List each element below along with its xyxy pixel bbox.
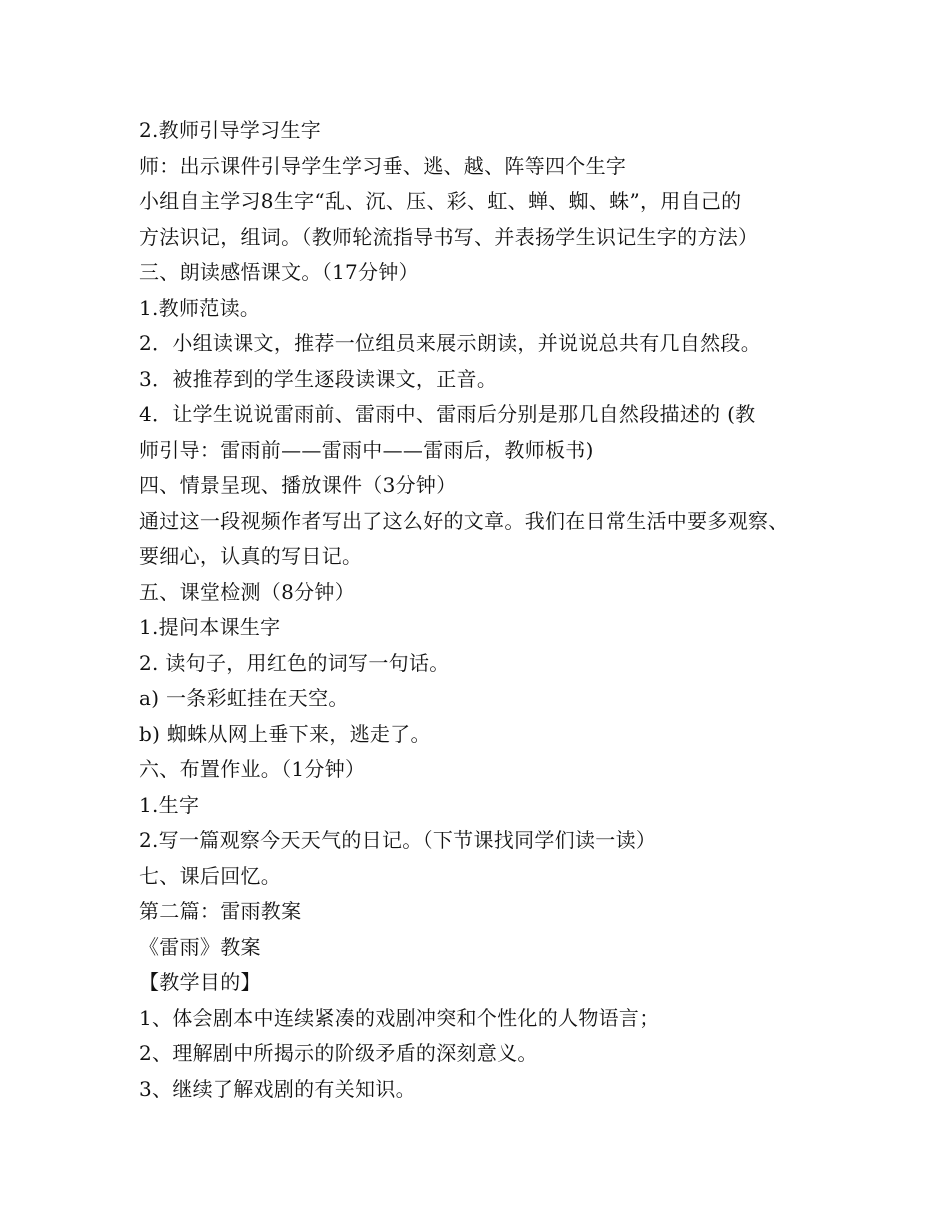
group-study-line-2: 方法识记，组词。（教师轮流指导书写、并表扬学生识记生字的方法） (139, 224, 759, 249)
check-item-2a: a) 一条彩虹挂在天空。 (139, 686, 349, 710)
teaching-goal-2: 2、理解剧中所揭示的阶级矛盾的深刻意义。 (139, 1041, 538, 1065)
group-study-line-1: 小组自主学习8生字“乱、沉、压、彩、虹、蝉、蜘、蛛”，用自己的 (139, 189, 742, 213)
presentation-text-line-2: 要细心，认真的写日记。 (139, 544, 363, 568)
check-item-2b: b) 蜘蛛从网上垂下来，逃走了。 (139, 721, 431, 746)
lesson-plan-title: 《雷雨》教案 (139, 934, 261, 959)
teaching-goals-heading: 【教学目的】 (139, 970, 261, 994)
presentation-text-line-1: 通过这一段视频作者写出了这么好的文章。我们在日常生活中要多观察、 (139, 508, 789, 533)
reading-step-4-line-1: 4．让学生说说雷雨前、雷雨中、雷雨后分别是那几自然段描述的 (教 (139, 402, 756, 426)
section-heading-classroom-check: 五、课堂检测（8分钟） (139, 579, 356, 604)
section-heading-review: 七、课后回忆。 (139, 863, 282, 888)
section-heading-presentation: 四、情景呈现、播放课件（3分钟） (139, 473, 457, 497)
section-heading-homework: 六、布置作业。（1分钟） (139, 757, 366, 781)
reading-step-1: 1.教师范读。 (139, 295, 261, 320)
homework-item-1: 1.生字 (139, 792, 200, 817)
reading-step-3: 3．被推荐到的学生逐段读课文，正音。 (139, 366, 498, 391)
check-item-2: 2. 读句子，用红色的词写一句话。 (139, 650, 450, 675)
reading-step-2: 2．小组读课文，推荐一位组员来展示朗读，并说说总共有几自然段。 (139, 331, 762, 355)
section-heading-reading: 三、朗读感悟课文。（17分钟） (139, 260, 419, 284)
step-heading-learn-characters: 2.教师引导学习生字 (139, 118, 322, 142)
reading-step-4-line-2: 师引导：雷雨前——雷雨中——雷雨后，教师板书) (139, 437, 594, 462)
teacher-instruction: 师：出示课件引导学生学习垂、逃、越、阵等四个生字 (139, 153, 627, 178)
check-item-1: 1.提问本课生字 (139, 615, 281, 639)
homework-item-2: 2.写一篇观察今天天气的日记。（下节课找同学们读一读） (139, 828, 657, 852)
document-body (139, 113, 839, 1107)
part-two-title: 第二篇：雷雨教案 (139, 899, 302, 923)
teaching-goal-3: 3、继续了解戏剧的有关知识。 (139, 1076, 416, 1101)
teaching-goal-1: 1、体会剧本中连续紧凑的戏剧冲突和个性化的人物语言； (139, 1005, 660, 1030)
